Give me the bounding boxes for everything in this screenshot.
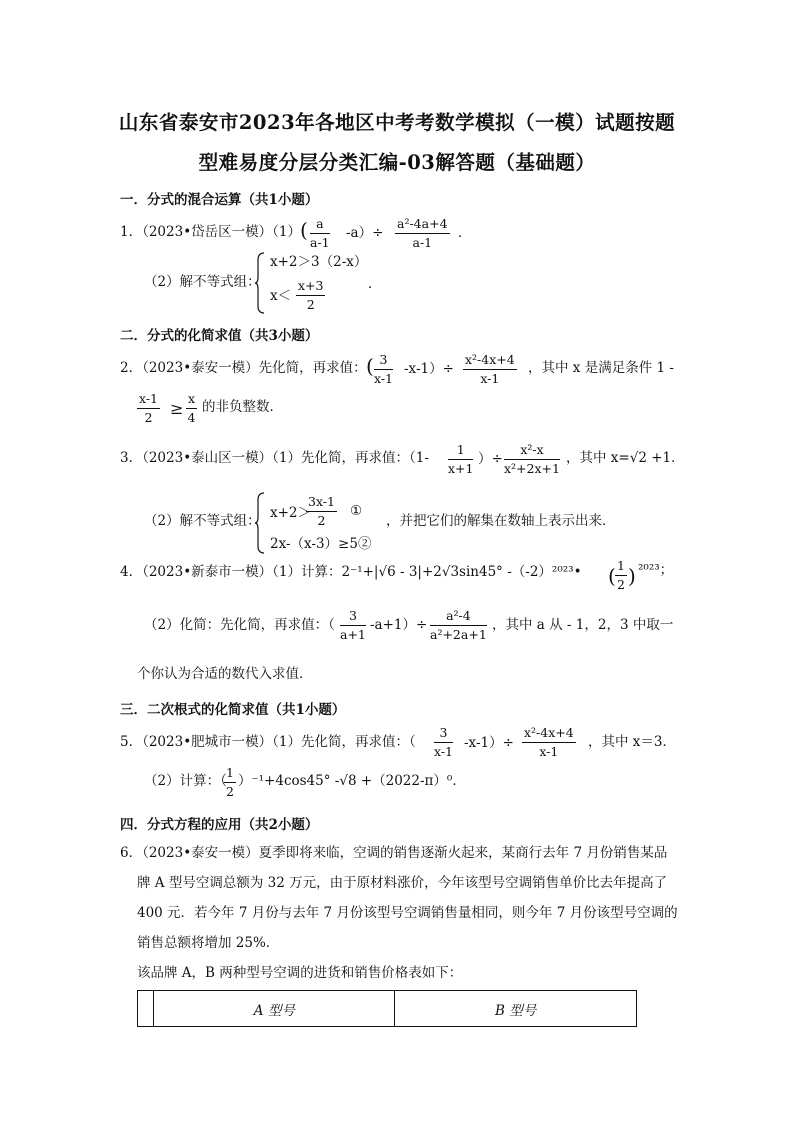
document-title-line-2: 型难易度分层分类汇编-03解答题（基础题） — [198, 151, 596, 174]
q4-half-numerator: 1 — [615, 560, 627, 576]
q1-brace-icon — [255, 252, 265, 314]
q3-f1-denominator: x+1 — [448, 460, 474, 476]
q2-condition-fraction-2 — [186, 393, 197, 424]
q3-inequality-2: 2x-（x-3）≥5② — [270, 536, 372, 552]
q3-f2-numerator: x²-x — [504, 444, 560, 460]
q2-middle: -x-1）÷ — [404, 361, 454, 377]
q3-ineq1-numerator: 3x-1 — [306, 496, 337, 512]
q4-fraction-2 — [430, 610, 487, 641]
q4-f1-numerator: 3 — [340, 610, 366, 626]
q4-f2-numerator: a²-4 — [430, 610, 487, 626]
q4-part2-label: （2）化简：先化简，再求值：（ — [144, 617, 335, 633]
q5-half-numerator: 1 — [224, 767, 236, 783]
q3-inequality-1-fraction — [306, 496, 337, 527]
q1-fraction-1 — [310, 218, 330, 249]
q3-inequality-1-left: x+2＞ — [270, 505, 312, 521]
section-heading-1: 一．分式的混合运算（共1小题） — [120, 192, 319, 208]
q6-line-1: 6．（2023•泰安一模）夏季即将来临，空调的销售逐渐火起来，某商行去年 7 月份销售某品 — [120, 845, 668, 861]
q6-line-5: 该品牌 A，B 两种型号空调的进货和销售价格表如下： — [137, 965, 463, 981]
q5-tail: ，其中 x＝3． — [588, 734, 676, 750]
q4-fraction-1 — [340, 610, 366, 641]
q5-part2-label: （2）计算：（ — [144, 773, 227, 789]
q2-condition-fraction-1 — [137, 393, 160, 424]
q3-fraction-2 — [504, 444, 560, 475]
q5-part2-tail: ）⁻¹+4cos45° -√8 +（2022-π）⁰． — [238, 773, 466, 789]
q2-f2-numerator: x²-4x+4 — [463, 354, 517, 370]
q5-fraction-1 — [434, 727, 453, 758]
q2-open-paren: ( — [366, 354, 374, 378]
q2-prefix: 2．（2023•泰安一模）先化简，再求值： — [120, 360, 367, 376]
q4-tail: ，其中 a 从 - 1，2，3 中取一 — [492, 617, 674, 633]
q4-middle: -a+1）÷ — [370, 617, 428, 633]
q2-line2-tail: 的非负整数． — [202, 399, 283, 415]
q1-f2-denominator: a-1 — [412, 234, 433, 250]
q1-minus-a: -a）÷ — [346, 225, 384, 241]
q3-brace-icon — [255, 492, 265, 554]
table-row — [138, 991, 637, 1027]
q5-f2-denominator: x-1 — [539, 743, 559, 759]
q5-f2-numerator: x²-4x+4 — [522, 727, 576, 743]
q4-f1-denominator: a+1 — [340, 626, 366, 642]
q1-open-paren: ( — [300, 218, 308, 242]
q2-f1-denominator: x-1 — [374, 370, 394, 386]
q1-f1-denominator: a-1 — [310, 234, 330, 250]
document-title-line-1: 山东省泰安市2023年各地区中考考数学模拟（一模）试题按题 — [118, 111, 676, 134]
q6-line-4: 销售总额将增加 25%． — [137, 935, 280, 951]
q4-half-fraction — [615, 560, 627, 591]
q3-fraction-1 — [448, 444, 473, 475]
q4-line-3: 个你认为合适的数代入求值． — [137, 666, 313, 682]
q1-ineq2-denominator: 2 — [306, 296, 315, 312]
q2-f1-numerator: 3 — [374, 354, 393, 370]
q2-c1-denominator: 2 — [144, 409, 153, 425]
q2-c2-numerator: x — [186, 393, 197, 409]
q3-f2-denominator: x²+2x+1 — [504, 460, 560, 476]
q3-middle: ）÷ — [478, 451, 503, 467]
q5-middle: -x-1）÷ — [464, 735, 514, 751]
q6-line-2: 牌 A 型号空调总额为 32 万元，由于原材料涨价，今年该型号空调销售单价比去年提高了 — [137, 875, 668, 891]
q6-line-3: 400 元．若今年 7 月份与去年 7 月份该型号空调销售量相同，则今年 7 月份该型号空调的 — [137, 905, 678, 921]
q4-f2-denominator: a²+2a+1 — [430, 626, 487, 642]
q2-c1-numerator: x-1 — [137, 393, 160, 409]
q4-close-paren: ) — [628, 564, 636, 588]
table-header-cell: A 型号 — [154, 991, 395, 1027]
q4-open-paren: ( — [608, 564, 616, 588]
q1-inequality-2-fraction — [296, 280, 325, 311]
q1-f2-numerator: a²-4a+4 — [395, 218, 450, 234]
q3-circle-1: ① — [350, 503, 363, 519]
q5-prefix: 5．（2023•肥城市一模）（1）先化简，再求值：（ — [120, 734, 416, 750]
q5-f1-numerator: 3 — [434, 727, 453, 743]
q3-tail: ，其中 x=√2 +1． — [566, 450, 685, 466]
section-heading-3: 三．二次根式的化简求值（共1小题） — [120, 702, 346, 718]
q1-prefix: 1．（2023•岱岳区一模）（1） — [120, 224, 301, 240]
q2-f2-denominator: x-1 — [480, 370, 500, 386]
q1-part2-label: （2）解不等式组： — [144, 274, 261, 290]
q2-tail: ，其中 x 是满足条件 1 - — [528, 360, 674, 376]
q1-end: ． — [458, 225, 472, 241]
q3-ineq1-denominator: 2 — [317, 512, 326, 528]
q1-ineq2-numerator: x+3 — [296, 280, 325, 296]
q5-fraction-2 — [522, 727, 576, 758]
q5-half-fraction — [224, 767, 236, 798]
q1-end-dot: ． — [368, 276, 382, 292]
q3-f1-numerator: 1 — [448, 444, 473, 460]
q1-inequality-2-left: x＜ — [270, 288, 292, 304]
q1-f1-numerator: a — [310, 218, 330, 234]
q4-line-1-tail: ²⁰²³； — [638, 562, 674, 578]
table-header-cell — [138, 991, 154, 1027]
q3-part2-tail: ，并把它们的解集在数轴上表示出来． — [386, 513, 616, 529]
q1-inequality-1: x+2＞3（2-x） — [270, 254, 368, 270]
q4-line-1: 4．（2023•新泰市一模）（1）计算：2⁻¹+|√6 - 3|+2√3sin45° -（-2）²⁰²³• — [120, 564, 582, 580]
q4-half-denominator: 2 — [617, 576, 625, 592]
q2-geq-sign: ≥ — [170, 399, 184, 418]
q3-part2-label: （2）解不等式组： — [144, 513, 261, 529]
q5-half-denominator: 2 — [226, 783, 234, 799]
q2-fraction-2 — [463, 354, 517, 385]
table-header-cell: B 型号 — [395, 991, 637, 1027]
q2-fraction-1 — [374, 354, 393, 385]
price-table — [137, 990, 637, 1027]
q1-fraction-2 — [395, 218, 450, 249]
section-heading-4: 四．分式方程的应用（共2小题） — [120, 817, 319, 833]
q5-f1-denominator: x-1 — [434, 743, 454, 759]
q2-c2-denominator: 4 — [187, 409, 196, 425]
q3-prefix: 3．（2023•泰山区一模）（1）先化简，再求值：（1- — [120, 450, 429, 466]
section-heading-2: 二．分式的化简求值（共3小题） — [120, 328, 319, 344]
